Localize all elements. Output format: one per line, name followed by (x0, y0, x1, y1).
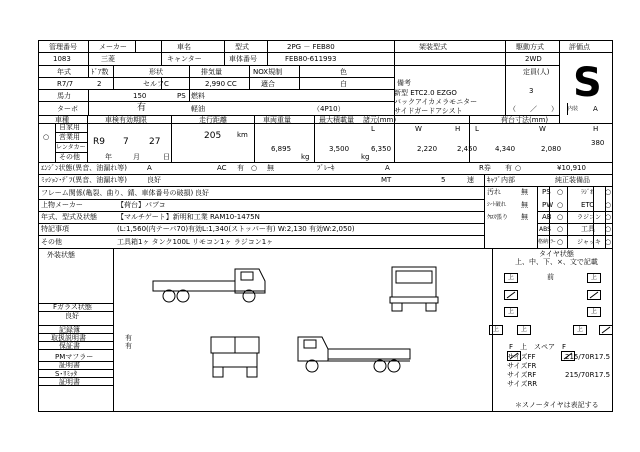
exterior-label: 外装状態 (47, 251, 75, 259)
engine-value: A (147, 164, 152, 172)
nox-value: 適合 (261, 80, 275, 88)
tire-rr2: 上 (573, 325, 587, 335)
dim-w: 2,220 (417, 145, 438, 153)
body-maker-label: 上物メーカー (41, 201, 83, 209)
body-model-value: 【マルチゲート】新明和工業 RAM10-1475N (117, 213, 260, 221)
dim-w-label: W (415, 125, 422, 133)
opt-etc: ETC (581, 201, 595, 209)
dim-h-label: H (455, 125, 461, 133)
frame-model-label: 架装型式 (419, 43, 447, 51)
remarks-label: 備考 (397, 79, 411, 87)
pm-cert-label: 証明書 (59, 361, 80, 369)
hp-unit: PS (177, 92, 186, 100)
tire-label: タイヤ状態 (539, 250, 574, 258)
bed-w-label: W (539, 125, 546, 133)
opt-jack-mark: ○ (605, 238, 612, 246)
load-unit: kg (361, 153, 370, 161)
special-notes-label: 特記事項 (41, 225, 69, 233)
opt-ab: AB (542, 213, 552, 221)
inspection-era: R9 (93, 137, 105, 147)
record-label: 記録簿 (59, 326, 80, 334)
brake-label: ﾌﾞﾚｰｷ (317, 164, 335, 172)
displacement-unit: CC (227, 80, 237, 88)
shape-label: 形状 (149, 68, 163, 76)
remarks-line-3: サイドガードアシスト (394, 107, 463, 115)
ac-label: AC (217, 164, 227, 172)
size-fr-label: サイズFR (507, 362, 537, 370)
opt-pw-mark: ○ (557, 201, 564, 209)
load-value: 3,500 (329, 145, 350, 153)
cab-dirt-value: 無 (521, 188, 528, 196)
warranty-label: 保証書 (59, 342, 80, 350)
tire-rr3 (599, 325, 613, 335)
model-label: 型式 (235, 43, 249, 51)
fuel-label: 燃料 (191, 92, 205, 100)
snow-note: ＊スノータイヤは表記する (515, 401, 599, 409)
maker: 三菱 (101, 55, 115, 63)
management-no: 1083 (53, 55, 71, 63)
cab-seat-value: 無 (521, 201, 528, 209)
usage-mark: ○ (43, 133, 50, 141)
displacement-label: 排気量 (201, 68, 222, 76)
inspection-day: 27 (149, 137, 161, 147)
manual-label: 取扱説明書 (51, 334, 86, 342)
mileage-label: 走行距離 (199, 116, 227, 124)
car-name: キャンター (167, 55, 202, 63)
mileage-value: 205 (204, 131, 222, 141)
remarks-paren: （ ／ ） (509, 105, 558, 113)
fuel-value: 軽油 (191, 105, 205, 113)
inspection-month: 7 (123, 137, 129, 147)
bed-h: 380 (591, 139, 605, 147)
engine-code: （4P10） (313, 105, 345, 113)
inspection-label: 車検有効期限 (105, 116, 147, 124)
color-label: 色 (340, 68, 347, 76)
recycle-amount: ¥10,910 (557, 164, 586, 172)
management-no-label: 管理番号 (49, 43, 77, 51)
remarks-line-1: 新型 ETC2.0 EZGO (394, 89, 457, 97)
opt-radicon: ラジコン (577, 214, 602, 221)
cab-cloth-label: ｸﾛｽ張り (487, 214, 509, 221)
opt-tool: 工具 (581, 225, 595, 233)
opt-etc-mark: ○ (605, 201, 612, 209)
option-label: 純正装備品 (555, 176, 590, 184)
inner-label: 内装 (568, 106, 579, 112)
grade-value: S (573, 60, 602, 106)
opt-radio-mark: ○ (605, 188, 612, 196)
pm-label: PMマフラー (55, 353, 94, 361)
dim-l-label: L (371, 125, 375, 133)
bed-w: 2,080 (541, 145, 562, 153)
chassis-label: 車体番号 (229, 55, 257, 63)
recycle-yes: 有 (505, 164, 512, 172)
capacity-value: 3 (529, 87, 534, 95)
nox-label: NOX規制 (253, 68, 283, 76)
frame-label: フレーム関係(亀裂、曲り、錆、車体番号の破損) (41, 189, 194, 197)
tire-note: 上、中、下、×、文で記載 (515, 258, 598, 266)
opt-radio: ﾗｼﾞｵ (581, 189, 594, 196)
color-value: 白 (340, 80, 347, 88)
weight-value: 6,895 (271, 145, 292, 153)
year-unit: 年 (105, 153, 112, 161)
mileage-unit: km (237, 131, 248, 139)
usage-rental: レンタカー (56, 144, 86, 151)
tire-rl2: 上 (489, 325, 503, 335)
opt-ps-mark: ○ (557, 188, 564, 196)
truck-side-right-icon (294, 331, 414, 381)
others-label: その他 (41, 238, 62, 246)
opt-jack: ジャッキ (577, 239, 601, 246)
tire-fl: 上 (504, 273, 518, 283)
mission-value: 良好 (147, 176, 161, 184)
opt-mirror-mark: ○ (557, 238, 564, 246)
opt-abs: ABS (539, 226, 551, 233)
truck-rear-icon (205, 331, 265, 383)
doors-label: ﾄﾞｱ数 (91, 68, 109, 76)
opt-ab-mark: ○ (557, 213, 564, 221)
frame-value: 良好 (195, 189, 209, 197)
cab-seat-label: ｼｰﾄ破れ (487, 202, 507, 208)
mt-label: MT (381, 176, 392, 184)
tire-front-label: 前 (547, 273, 554, 281)
bed-label: 荷台寸法(mm) (501, 116, 549, 124)
recycle-label: R券 (479, 164, 491, 172)
opt-radicon-mark: ○ (605, 213, 612, 221)
doors-value: 2 (97, 80, 102, 88)
speed-unit: 速 (467, 176, 474, 184)
opt-mirror: 格納ﾐﾗｰ (538, 239, 556, 245)
fglass-label: Fガラス状態 (53, 303, 92, 311)
brake-value: A (385, 164, 390, 172)
size-ff-value: 215/70R17.5 (565, 353, 611, 361)
car-name-label: 車名 (177, 43, 191, 51)
bed-l: 4,340 (495, 145, 516, 153)
hp-label: 馬力 (57, 92, 71, 100)
body-model-label: 年式、型式及状態 (41, 213, 97, 221)
tire-fr-inner (587, 290, 601, 300)
maker-label: メーカー (99, 43, 127, 51)
size-rf-value: 215/70R17.5 (565, 371, 611, 379)
dim-h: 2,450 (457, 145, 478, 153)
spare-label: F 上 スペア F (509, 343, 567, 351)
cab-dirt-label: 汚れ (487, 188, 501, 196)
month-unit: 月 (133, 153, 140, 161)
auction-sheet (38, 40, 613, 412)
model-value: 2PG － FEB80 (287, 43, 335, 51)
opt-pw: PW (542, 201, 554, 209)
slimiter-label: S･ﾘﾐｯﾀ (55, 370, 77, 378)
cab-label: ｷｬﾌﾞ内部 (487, 176, 515, 184)
turbo-label: ターボ (57, 105, 78, 113)
day-unit: 日 (163, 153, 170, 161)
truck-side-left-icon (149, 263, 269, 311)
size-rf-label: サイズRF (507, 371, 537, 379)
speed-value: 5 (441, 176, 446, 184)
grade-label: 評価点 (569, 43, 590, 51)
manual-value: 有 (125, 334, 132, 342)
vehicle-type-label: 車種 (55, 116, 69, 124)
year-value: R7/7 (57, 80, 74, 88)
tire-rl1: 上 (504, 307, 518, 317)
shape-value: セルフC (143, 80, 169, 88)
drive-value: 2WD (525, 55, 542, 63)
year-label: 年式 (57, 68, 71, 76)
usage-other: その他 (59, 153, 80, 161)
body-maker-value: 【荷台】パブコ (117, 201, 166, 209)
tire-fr: 上 (587, 273, 601, 283)
mission-label: ﾐｯｼｮﾝ･ﾃﾞﾌ(異音、油漏れ等) (41, 176, 127, 184)
left-items-table (39, 303, 132, 411)
size-rr-label: サイズRR (507, 380, 538, 388)
opt-abs-mark: ○ (557, 225, 564, 233)
cab-cloth-value: 無 (521, 213, 528, 221)
fglass-value: 良好 (65, 312, 79, 320)
hp-value: 150 (133, 92, 147, 100)
ac-no: 無 (267, 164, 274, 172)
ac-mark: ○ (251, 164, 258, 172)
recycle-mark: ○ (515, 164, 522, 172)
turbo-value: 有 (137, 103, 147, 113)
usage-list (39, 123, 87, 162)
opt-tool-mark: ○ (605, 225, 612, 233)
truck-front-icon (384, 263, 444, 315)
weight-unit: kg (301, 153, 310, 161)
special-notes-value: (L:1,560(内テーパ70)有効L:1,340(ストッパー有) W:2,130 有効W:2,050) (117, 225, 355, 233)
ac-yes: 有 (237, 164, 244, 172)
drive-label: 駆動方式 (516, 43, 544, 51)
weight-label: 車両重量 (263, 116, 291, 124)
remarks-line-2: バックアイカメラモニター (394, 98, 478, 106)
usage-commercial: 営業用 (59, 133, 80, 141)
size-ff-label: サイズFF (507, 353, 536, 361)
warranty-value: 有 (125, 342, 132, 350)
chassis-no: FEB80-611993 (285, 55, 337, 63)
displacement-value: 2,990 (205, 80, 226, 88)
others-value: 工具箱1ヶ タンク100L リモコン1ヶ ラジコン1ヶ (117, 238, 274, 246)
capacity-label: 定員(人) (523, 68, 550, 76)
dim-l: 6,350 (371, 145, 392, 153)
tire-fl-inner (504, 290, 518, 300)
tire-rl3: 上 (517, 325, 531, 335)
usage-private: 自家用 (59, 123, 80, 131)
tire-rr1: 上 (587, 307, 601, 317)
slimiter-cert-label: 証明書 (59, 378, 80, 386)
opt-ps: PS (542, 188, 551, 196)
dims-label: 諸元(mm) (363, 116, 397, 124)
bed-l-label: L (475, 125, 479, 133)
load-label: 最大積載量 (319, 116, 354, 124)
inner-value: A (593, 105, 598, 113)
bed-h-label: H (593, 125, 599, 133)
engine-label: ｴﾝｼﾞﾝ状態(異音、油漏れ等) (41, 164, 127, 172)
